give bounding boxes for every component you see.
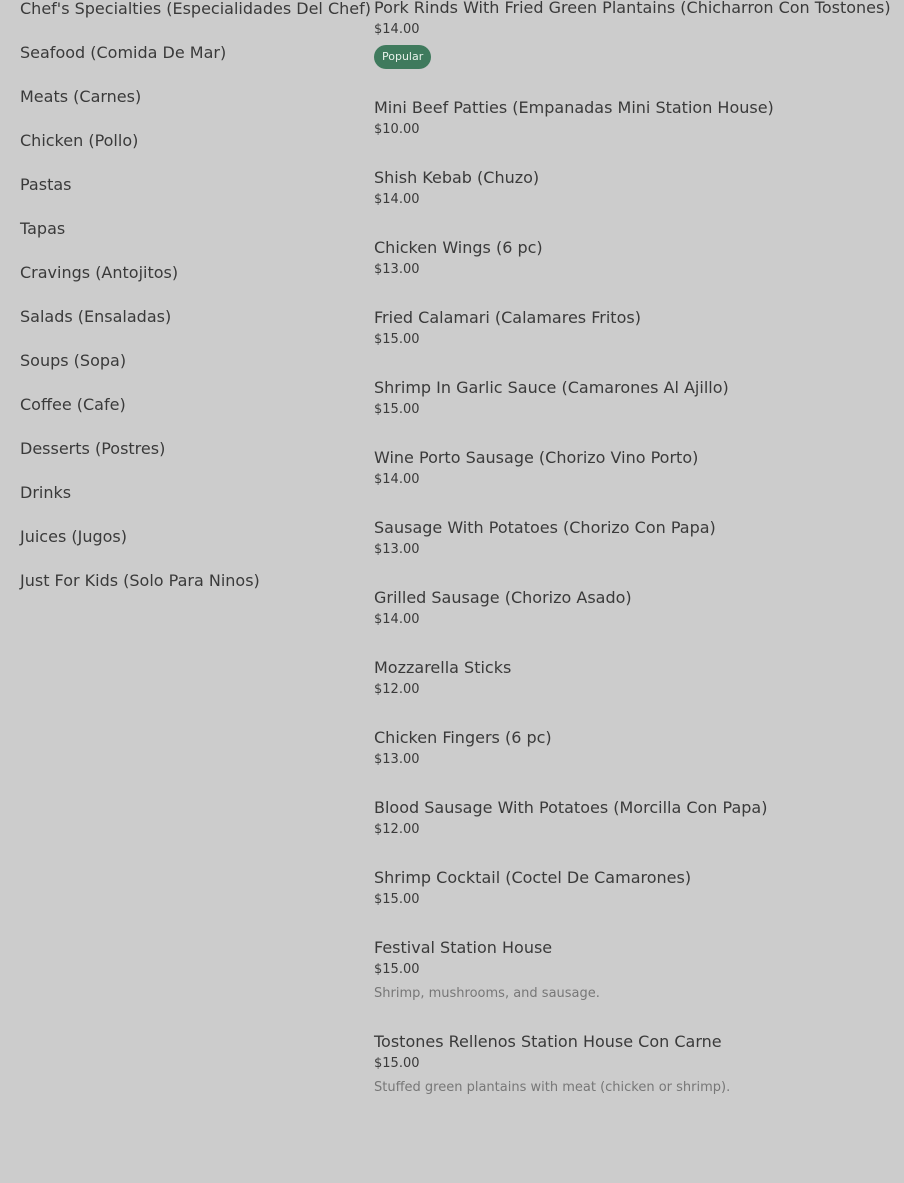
menu-item[interactable] — [374, 446, 894, 516]
menu-item[interactable] — [374, 96, 894, 166]
menu-item[interactable] — [374, 656, 894, 726]
menu-item[interactable] — [374, 516, 894, 586]
menu-item-price: $15.00 — [374, 962, 420, 977]
menu-item-name: Sausage With Potatoes (Chorizo Con Papa) — [374, 518, 716, 537]
menu-item-price: $14.00 — [374, 22, 420, 37]
sidebar-category-link[interactable]: Salads (Ensaladas) — [20, 307, 172, 326]
menu-item-name: Wine Porto Sausage (Chorizo Vino Porto) — [374, 448, 699, 467]
menu-item-price: $15.00 — [374, 332, 420, 347]
menu-item[interactable] — [374, 376, 894, 446]
popular-badge: Popular — [374, 45, 431, 69]
menu-item[interactable] — [374, 796, 894, 866]
menu-item-price: $14.00 — [374, 192, 420, 207]
sidebar-category-link[interactable]: Pastas — [20, 175, 72, 194]
menu-item-price: $15.00 — [374, 1056, 420, 1071]
menu-item-description: Shrimp, mushrooms, and sausage. — [374, 986, 600, 1001]
sidebar-category-link[interactable]: Chicken (Pollo) — [20, 131, 139, 150]
menu-item-name: Blood Sausage With Potatoes (Morcilla Con Papa) — [374, 798, 768, 817]
menu-item-name: Shrimp In Garlic Sauce (Camarones Al Ajillo) — [374, 378, 729, 397]
sidebar-category-link[interactable]: Desserts (Postres) — [20, 439, 166, 458]
menu-item[interactable] — [374, 166, 894, 236]
sidebar-category-link[interactable]: Soups (Sopa) — [20, 351, 127, 370]
menu-item-price: $13.00 — [374, 752, 420, 767]
menu-item[interactable] — [374, 586, 894, 656]
sidebar-category-link[interactable]: Seafood (Comida De Mar) — [20, 43, 227, 62]
menu-item[interactable] — [374, 866, 894, 936]
sidebar-category-link[interactable]: Meats (Carnes) — [20, 87, 142, 106]
menu-item-name: Pork Rinds With Fried Green Plantains (Chicharron Con Tostones) — [374, 0, 891, 17]
menu-item-name: Festival Station House — [374, 938, 553, 957]
menu-item[interactable] — [374, 726, 894, 796]
sidebar-category-link[interactable]: Cravings (Antojitos) — [20, 263, 179, 282]
menu-item-price: $15.00 — [374, 402, 420, 417]
menu-item-list — [374, 0, 894, 1124]
menu-item-price: $15.00 — [374, 892, 420, 907]
sidebar-category-link[interactable]: Tapas — [20, 219, 66, 238]
sidebar-category-link[interactable]: Coffee (Cafe) — [20, 395, 126, 414]
menu-item-name: Grilled Sausage (Chorizo Asado) — [374, 588, 632, 607]
category-sidebar — [0, 0, 371, 603]
sidebar-category-link[interactable]: Juices (Jugos) — [20, 527, 127, 546]
menu-item-price: $13.00 — [374, 542, 420, 557]
menu-item[interactable] — [374, 1030, 894, 1124]
menu-item-name: Chicken Wings (6 pc) — [374, 238, 543, 257]
menu-item[interactable] — [374, 306, 894, 376]
menu-item[interactable] — [374, 236, 894, 306]
sidebar-category-link[interactable]: Just For Kids (Solo Para Ninos) — [20, 571, 260, 590]
menu-item-price: $12.00 — [374, 682, 420, 697]
menu-item-price: $13.00 — [374, 262, 420, 277]
sidebar-category-link[interactable]: Chef's Specialties (Especialidades Del Chef) — [20, 0, 371, 18]
menu-item[interactable] — [374, 0, 894, 96]
menu-item-name: Fried Calamari (Calamares Fritos) — [374, 308, 641, 327]
menu-item-name: Tostones Rellenos Station House Con Carne — [374, 1032, 722, 1051]
menu-item-price: $14.00 — [374, 472, 420, 487]
menu-item-price: $14.00 — [374, 612, 420, 627]
menu-item-name: Mini Beef Patties (Empanadas Mini Station House) — [374, 98, 774, 117]
menu-item-price: $10.00 — [374, 122, 420, 137]
menu-item-name: Mozzarella Sticks — [374, 658, 512, 677]
menu-item-name: Shish Kebab (Chuzo) — [374, 168, 540, 187]
sidebar-category-link[interactable]: Drinks — [20, 483, 72, 502]
menu-item-price: $12.00 — [374, 822, 420, 837]
menu-item-description: Stuffed green plantains with meat (chicken or shrimp). — [374, 1080, 731, 1095]
menu-item[interactable] — [374, 936, 894, 1030]
menu-item-name: Chicken Fingers (6 pc) — [374, 728, 552, 747]
menu-item-name: Shrimp Cocktail (Coctel De Camarones) — [374, 868, 692, 887]
